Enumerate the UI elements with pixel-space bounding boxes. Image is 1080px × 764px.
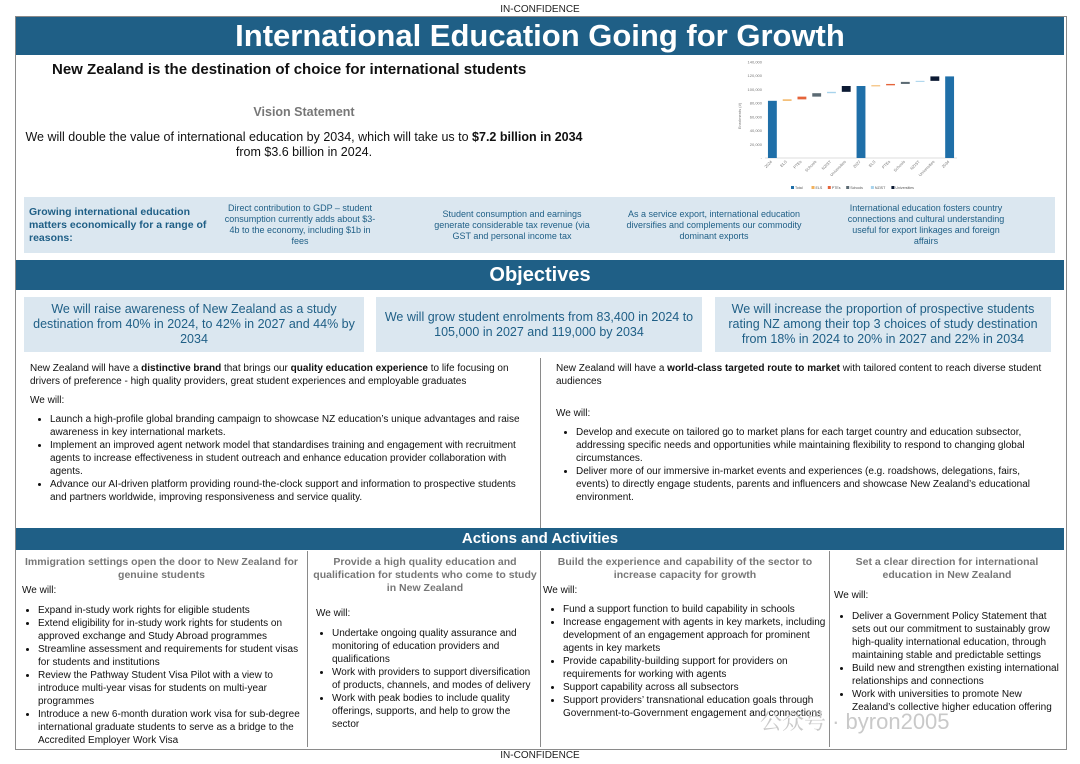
chart-legend-label: PTEs: [831, 186, 841, 190]
chart-y-tick-label: 40,000: [749, 128, 762, 134]
chart-bar-schools: [812, 93, 821, 96]
chart-y-axis-label: Enrolments (#): [737, 102, 742, 130]
chart-legend-label: Schools: [850, 186, 863, 190]
chart-y-tick-label: 100,000: [747, 86, 762, 92]
market-we-will: We will:: [556, 408, 591, 419]
column-bullets: [832, 610, 1062, 714]
list-item: • Provide capability-building support for providers on requirements for working with agents: [563, 655, 827, 681]
vision-statement: [15, 130, 593, 160]
vision-target: $7.2 billion in 2034: [472, 130, 583, 144]
chart-legend-swatch: [891, 186, 894, 189]
vision-line1: We will double the value of international education by 2034, which will take us to: [25, 130, 473, 144]
chart-legend: [791, 186, 914, 190]
chart-y-tick-label: 140,000: [747, 59, 762, 65]
classification-bottom: IN-CONFIDENCE: [500, 750, 580, 761]
list-item: • Fund a support function to build capability in schools: [563, 603, 827, 616]
list-item: • Introduce a new 6-month duration work visa for sub-degree international graduate students to serve as a bridge to the Accredited Employer Work Visa: [38, 708, 305, 747]
chart-legend-label: ELS: [815, 186, 823, 190]
chart-x-tick-label: 2034: [940, 159, 951, 170]
chart-bar-nzist: [916, 81, 925, 82]
brand-section: [30, 362, 524, 504]
page-title: International Education Going for Growth: [16, 17, 1064, 55]
reason-exports: As a service export, international education diversifies and complements our commodity dominant exports: [626, 208, 802, 241]
chart-legend-swatch: [791, 186, 794, 189]
chart-legend-swatch: [828, 186, 831, 189]
chart-bar-nzist: [827, 92, 836, 93]
chart-bar-schools: [901, 82, 910, 84]
list-item: • Work with universities to promote New Zealand’s collective higher education offering: [852, 688, 1062, 714]
chart-x-tick-label: NZIST: [820, 159, 833, 171]
objective-preference: We will increase the proportion of prospective students rating NZ among their top 3 choices of study destination from 18% in 2024 to 20% in 2027 and 22% in 2034: [715, 297, 1051, 352]
objective-enrolments: We will grow student enrolments from 83,400 in 2024 to 105,000 in 2027 and 119,000 by 2034: [376, 297, 702, 352]
brand-we-will: We will:: [30, 395, 65, 406]
vision-heading: Vision Statement: [253, 105, 355, 119]
list-item: • Implement an improved agent network model that standardises training and engagement with recruitment agents to increase effectiveness in student outreach and enhance education provider collaboration with agents.: [50, 439, 524, 478]
list-item: • Support capability across all subsectors: [563, 681, 827, 694]
column-heading: Provide a high quality education and qualification for students who come to study in New Zealand: [313, 556, 537, 594]
list-item: • Work with providers to support diversification of products, channels, and modes of delivery: [332, 666, 538, 692]
action-column-immigration: [18, 556, 305, 747]
objectives-divider: [540, 358, 541, 528]
market-intro: New Zealand will have a world-class targeted route to market with tailored content to reach diverse student audiences: [556, 363, 1042, 387]
chart-x-tick-label: Universities: [828, 159, 847, 178]
watermark: 公众号 · byron2005: [760, 709, 950, 734]
list-item: • Undertake ongoing quality assurance and monitoring of education providers and qualifications: [332, 627, 538, 666]
column-we-will: We will:: [22, 585, 57, 596]
chart-x-tick-label: Schools: [803, 159, 818, 173]
objectives-heading: Objectives: [16, 260, 1064, 290]
list-item: • Deliver more of our immersive in-market events and experiences (e.g. roadshows, delegations, fairs, events) to directly engage students, parents and influencers and showcase New Zealand’s educational environment.: [576, 465, 1050, 504]
actions-heading: Actions and Activities: [16, 528, 1064, 550]
chart-x-tick-label: NZIST: [909, 159, 921, 171]
classification-top: IN-CONFIDENCE: [500, 4, 580, 15]
chart-bar-total: [768, 101, 777, 158]
action-column-capability: [543, 556, 827, 720]
list-item: • Deliver a Government Policy Statement that sets out our commitment to sustainably grow high-quality international education, through maintaining stable and predictable settings: [852, 610, 1062, 662]
chart-legend-swatch: [846, 186, 849, 189]
list-item: • Work with peak bodies to include quality offerings, supports, and help to grow the sector: [332, 692, 538, 731]
chart-x-tick-label: 2027: [851, 159, 862, 170]
chart-x-tick-label: PTEs: [880, 159, 892, 170]
chart-bar-els: [783, 99, 792, 100]
brand-intro: New Zealand will have a distinctive brand that brings our quality education experience to life focusing on drivers of preference - high quality providers, great student experiences and employable graduates: [30, 363, 509, 387]
column-divider: [540, 551, 541, 747]
reason-connections: International education fosters country connections and cultural understanding useful for export linkages and foreign affairs: [847, 203, 1005, 246]
chart-bar-total: [945, 76, 954, 158]
reason-gdp: Direct contribution to GDP – student consumption currently adds about $3-4b to the economy, including $1b in fees: [224, 203, 376, 246]
list-item: • Extend eligibility for in-study work rights for students on approved exchange and Study Abroad programmes: [38, 617, 305, 643]
chart-x-labels: [763, 159, 951, 178]
column-heading: Build the experience and capability of the sector to increase capacity for growth: [557, 556, 813, 581]
reasons-label: Growing international education matters economically for a range of reasons:: [29, 206, 207, 244]
column-bullets: [543, 603, 827, 720]
chart-y-tick-label: 120,000: [747, 73, 762, 79]
column-we-will: We will:: [834, 590, 869, 601]
chart-y-tick-label: -: [760, 155, 762, 161]
column-divider: [307, 551, 308, 747]
chart-legend-swatch: [871, 186, 874, 189]
list-item: • Advance our AI-driven platform providing round-the-clock support and information to prospective students and partners worldwide, improving responsiveness and service quality.: [50, 478, 524, 504]
brand-bullets: [30, 413, 524, 504]
chart-x-tick-label: ELS: [778, 159, 788, 169]
chart-bar-ptes: [797, 97, 806, 100]
list-item: • Increase engagement with agents in key markets, including development of an engagement approach for prominent agents in key markets: [563, 616, 827, 655]
chart-legend-label: Universities: [895, 186, 914, 190]
chart-x-tick-label: ELS: [867, 159, 877, 169]
chart-x-tick-label: 2024: [763, 159, 774, 170]
objective-awareness: We will raise awareness of New Zealand as a study destination from 40% in 2024, to 42% in 2027 and 44% by 2034: [24, 297, 364, 352]
list-item: • Streamline assessment and requirements for student visas for students and institutions: [38, 643, 305, 669]
chart-y-tick-label: 60,000: [749, 114, 762, 120]
list-item: • Support providers’ transnational education goals through Government-to-Government engagement and connections: [563, 694, 827, 720]
tagline: New Zealand is the destination of choice for international students: [52, 61, 527, 78]
market-section: [556, 362, 1050, 504]
chart-x-tick-label: PTEs: [792, 159, 803, 170]
chart-bar-universities: [842, 86, 851, 92]
list-item: • Build new and strengthen existing international relationships and connections: [852, 662, 1062, 688]
reasons-panel: [24, 197, 1055, 253]
chart-bar-total: [857, 86, 866, 158]
chart-x-tick-label: Schools: [892, 159, 907, 173]
action-column-quality: [312, 556, 538, 731]
list-item: • Expand in-study work rights for eligible students: [38, 604, 305, 617]
chart-bar-universities: [930, 76, 939, 80]
chart-x-tick-label: Universities: [917, 159, 936, 178]
chart-y-tick-label: 20,000: [749, 141, 762, 147]
vision-line2: from $3.6 billion in 2024.: [235, 145, 373, 159]
chart-bars: [768, 76, 954, 158]
list-item: • Review the Pathway Student Visa Pilot with a view to introduce multi-year visas for students on multi-year programmes: [38, 669, 305, 708]
chart-y-tick-label: 80,000: [749, 100, 762, 106]
column-bullets: [312, 627, 538, 731]
chart-legend-label: Total: [795, 186, 803, 190]
chart-y-axis: [748, 60, 957, 161]
reason-tax: Student consumption and earnings generate considerable tax revenue (via GST and personal income tax: [434, 208, 590, 241]
enrolments-waterfall-chart: [725, 56, 965, 196]
chart-legend-label: NZIST: [874, 186, 886, 190]
column-we-will: We will:: [316, 608, 351, 619]
column-heading: Immigration settings open the door to New Zealand for genuine students: [24, 556, 298, 581]
column-bullets: [18, 604, 305, 747]
market-bullets: [556, 426, 1050, 504]
list-item: • Launch a high-profile global branding campaign to showcase NZ education’s unique advantages and raise awareness in key international markets.: [50, 413, 524, 439]
chart-bar-els: [871, 85, 880, 86]
action-column-direction: [832, 556, 1062, 714]
chart-bar-ptes: [886, 84, 895, 85]
column-we-will: We will:: [543, 585, 578, 596]
chart-legend-swatch: [812, 186, 815, 189]
list-item: • Develop and execute on tailored go to market plans for each target country and education subsector, addressing specific needs and opportunities while maintaining flexibility to respond to changing global circumstances.: [576, 426, 1050, 465]
column-heading: Set a clear direction for international education in New Zealand: [855, 556, 1039, 581]
